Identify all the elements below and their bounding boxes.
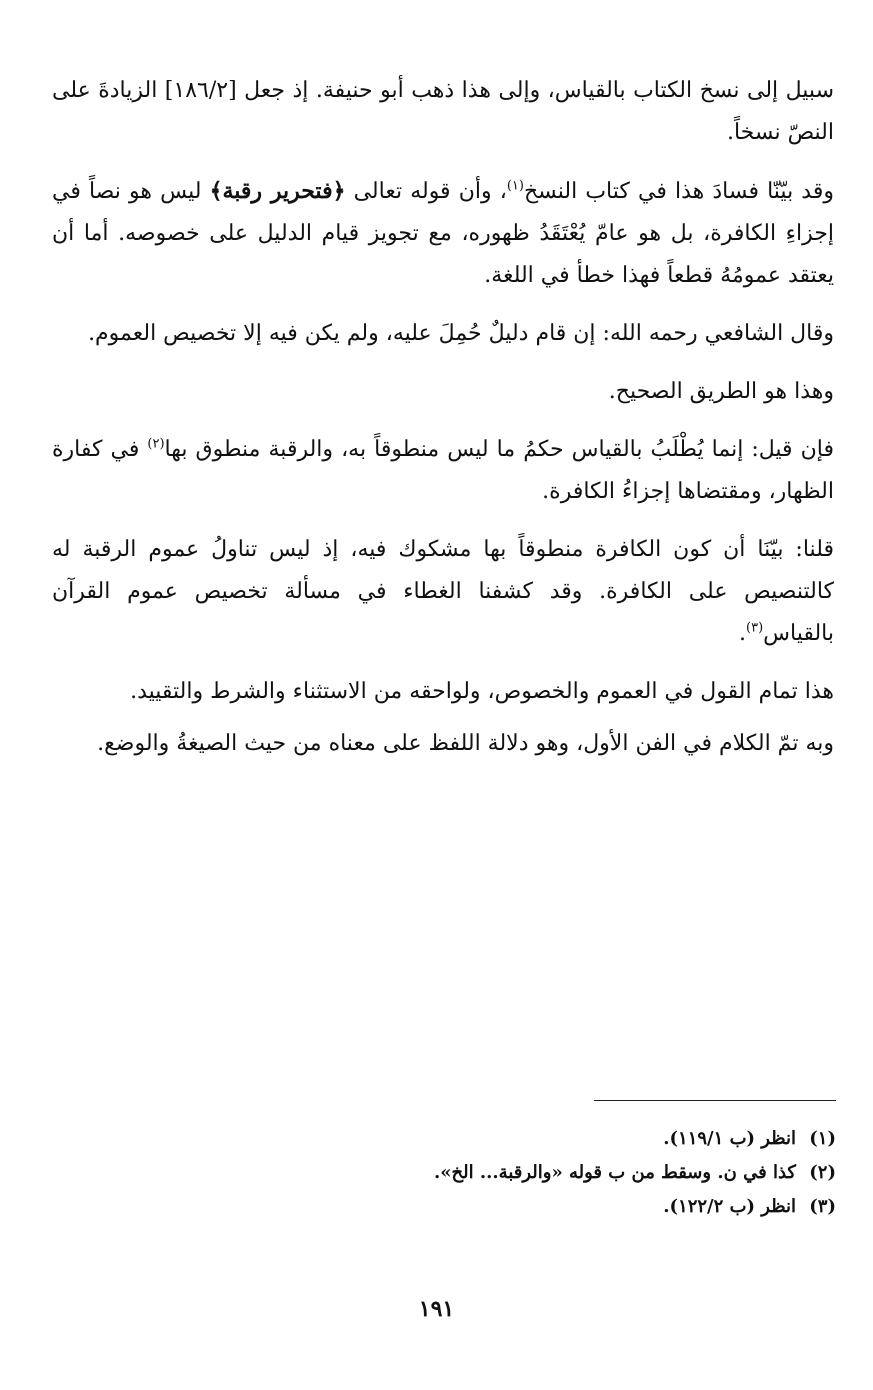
footnote-number: (٢) <box>809 1162 836 1183</box>
footnotes <box>52 1122 836 1224</box>
footnote-1 <box>52 1122 836 1156</box>
footnote-ref-2: (٢) <box>147 436 165 452</box>
footnote-3 <box>52 1190 836 1224</box>
footnote-2 <box>52 1156 836 1190</box>
paragraph-3 <box>52 313 834 355</box>
paragraph-1 <box>52 70 834 154</box>
paragraph-4-text: وهذا هو الطريق الصحيح. <box>608 379 834 404</box>
paragraph-6 <box>52 529 834 655</box>
paragraph-8 <box>52 723 834 765</box>
paragraph-2-text-c: ليس هو نصاً في إجزاءِ الكافرة، بل هو عامّ يُعْتَقَدُ ظهوره، مع تجويز قيام الدليل على خصوصه. أما أن يعتقد عمومُهُ قطعاً فهذا خطأ في اللغة. <box>52 179 834 288</box>
paragraph-7 <box>52 671 834 713</box>
paragraph-4 <box>52 371 834 413</box>
paragraph-6-text-a: قلنا: بيّنَا أن كون الكافرة منطوقاً بها مشكوك فيه، إذ ليس تناولُ عموم الرقبة له كالتنصيص على الكافرة. وقد كشفنا الغطاء في مسألة تخصيص عموم القرآن بالقياس <box>52 537 834 646</box>
paragraph-6-text-b: . <box>739 621 746 646</box>
paragraph-5-text-b: في كفارة الظهار، ومقتضاها إجزاءُ الكافرة. <box>52 437 834 504</box>
paragraph-5 <box>52 429 834 513</box>
footnote-text: كذا في ن. وسقط من ب قوله «والرقبة... الخ». <box>433 1162 796 1183</box>
footnote-number: (٣) <box>809 1196 836 1217</box>
footnote-text: انظر (ب ١١٩/١). <box>663 1128 796 1149</box>
paragraph-2-text-a: وقد بيّنّا فسادَ هذا في كتاب النسخ <box>523 179 835 204</box>
footnote-ref-3: (٣) <box>746 620 764 636</box>
paragraph-2 <box>52 170 834 297</box>
page-number: ١٩١ <box>418 1296 455 1322</box>
footnote-divider <box>594 1100 836 1101</box>
paragraph-1-text: سبيل إلى نسخ الكتاب بالقياس، وإلى هذا ذهب أبو حنيفة. إذ جعل [١٨٦/٢] الزيادةَ على النصّ نسخاً. <box>52 78 835 145</box>
paragraph-8-text: وبه تمّ الكلام في الفن الأول، وهو دلالة اللفظ على معناه من حيث الصيغةُ والوضع. <box>97 731 834 756</box>
paragraph-5-text-a: فإن قيل: إنما يُطْلَبُ بالقياس حكمُ ما ليس منطوقاً به، والرقبة منطوق بها <box>164 437 834 462</box>
paragraph-3-text: وقال الشافعي رحمه الله: إن قام دليلٌ حُمِلَ عليه، ولم يكن فيه إلا تخصيص العموم. <box>88 321 834 346</box>
footnote-text: انظر (ب ١٢٢/٢). <box>663 1196 796 1217</box>
paragraph-2-text-b: ، وأن قوله تعالى <box>345 179 507 204</box>
quran-quote: ﴿فتحرير رقبة﴾ <box>209 178 346 204</box>
footnote-number: (١) <box>809 1128 836 1149</box>
main-text <box>52 70 834 781</box>
paragraph-7-text: هذا تمام القول في العموم والخصوص، ولواحقه من الاستثناء والشرط والتقييد. <box>130 679 834 704</box>
footnote-ref-1: (١) <box>506 178 524 194</box>
